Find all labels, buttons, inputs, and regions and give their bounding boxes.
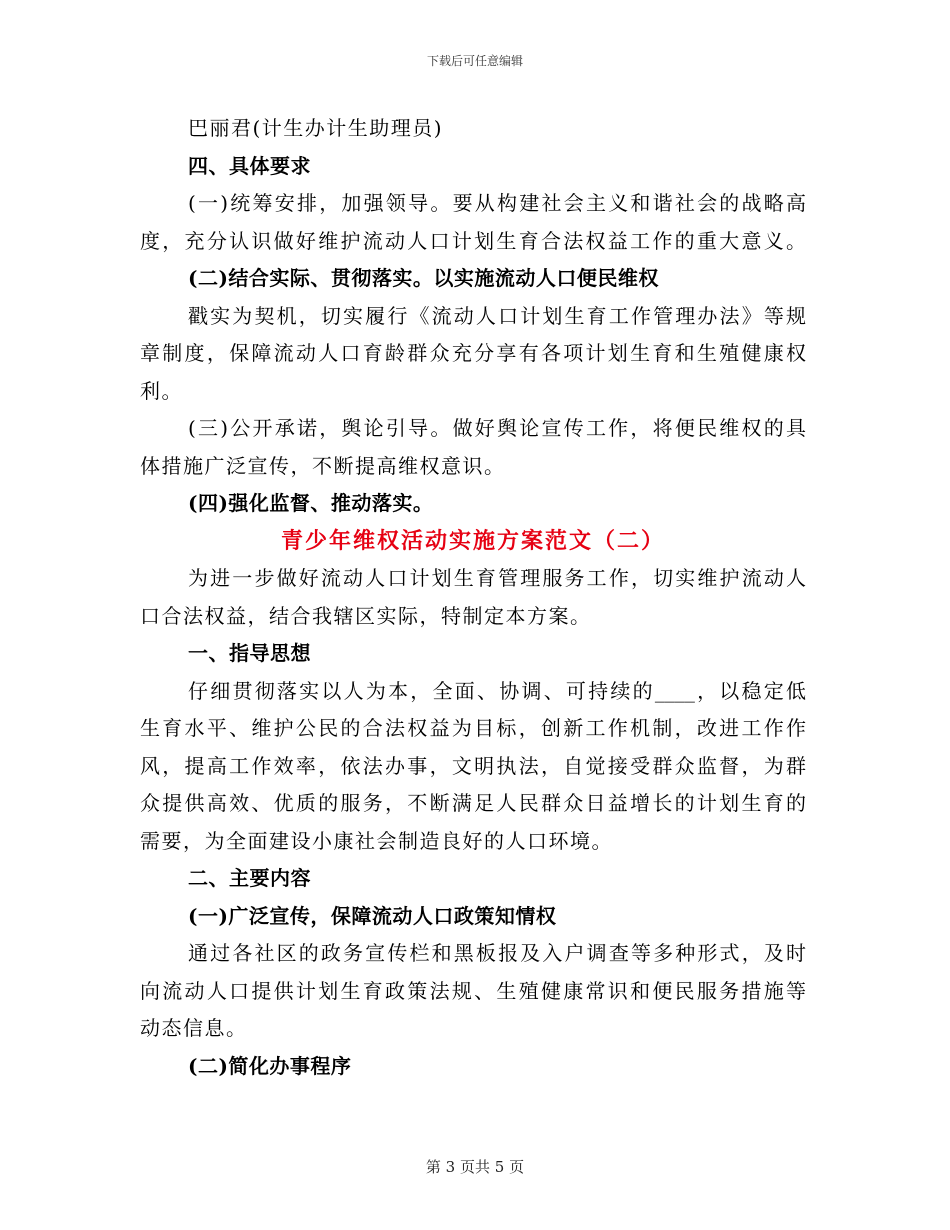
text-line: 通过各社区的政务宣传栏和黑板报及入户调查等多种形式，及时 [188, 941, 806, 965]
subsection-heading: (二)结合实际、贯彻落实。以实施流动人口便民维权 [188, 266, 659, 290]
text-line: 体措施广泛宣传，不断提高维权意识。 [140, 453, 506, 478]
text-line: 生育水平、维护公民的合法权益为目标，创新工作机制，改进工作作 [140, 716, 806, 740]
page-footer-number: 第 3 页共 5 页 [425, 1158, 525, 1176]
text-line: 章制度，保障流动人口育龄群众充分享有各项计划生育和生殖健康权 [140, 341, 806, 365]
text-line: 为进一步做好流动人口计划生育管理服务工作，切实维护流动人 [188, 566, 806, 590]
text-line: 戳实为契机，切实履行《流动人口计划生育工作管理办法》等规 [188, 303, 806, 328]
text-line: 众提供高效、优质的服务，不断满足人民群众日益增长的计划生育的 [140, 791, 806, 815]
subsection-heading: (四)强化监督、推动落实。 [188, 491, 434, 515]
text-line: 巴丽君(计生办计生助理员) [188, 116, 444, 140]
text-line: 度，充分认识做好维护流动人口计划生育合法权益工作的重大意义。 [140, 228, 806, 253]
text-line: 口合法权益，结合我辖区实际，特制定本方案。 [140, 603, 592, 628]
section-heading: 一、指导思想 [188, 641, 311, 665]
text-line: 需要，为全面建设小康社会制造良好的人口环境。 [140, 828, 613, 853]
text-line: 利。 [140, 378, 183, 403]
section-heading: 二、主要内容 [188, 866, 311, 890]
text-line: 动态信息。 [140, 1016, 248, 1040]
text-line: (一)统筹安排，加强领导。要从构建社会主义和谐社会的战略高 [188, 191, 806, 215]
text-line: 仔细贯彻落实以人为本，全面、协调、可持续的____，以稳定低 [188, 678, 806, 703]
subsection-heading: (二)简化办事程序 [188, 1053, 352, 1078]
text-line: (三)公开承诺，舆论引导。做好舆论宣传工作，将便民维权的具 [188, 416, 806, 440]
section-heading: 四、具体要求 [188, 153, 311, 178]
subsection-heading: (一)广泛宣传，保障流动人口政策知情权 [188, 903, 557, 928]
text-line: 风，提高工作效率，依法办事，文明执法，自觉接受群众监督，为群 [140, 753, 806, 778]
text-line: 向流动人口提供计划生育政策法规、生殖健康常识和便民服务措施等 [140, 978, 806, 1003]
page-header-note: 下载后可任意编辑 [426, 54, 523, 68]
document-title: 青少年维权活动实施方案范文（二） [280, 527, 665, 554]
document-body [140, 110, 806, 1085]
